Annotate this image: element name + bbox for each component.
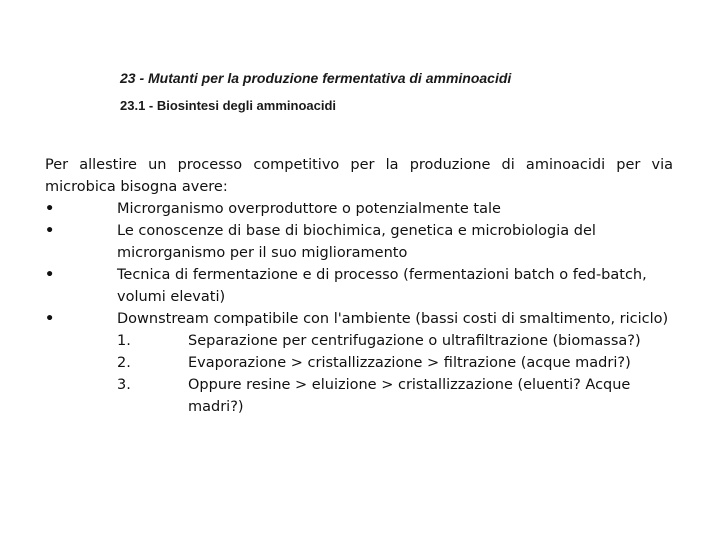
bullet-item: [45, 220, 673, 264]
bullet-item: [45, 308, 673, 330]
bullet-text: Tecnica di fermentazione e di processo (fermentazioni batch o fed-batch, volumi elevati): [117, 267, 647, 305]
bullet-marker: •: [45, 223, 55, 239]
bullet-marker: •: [45, 311, 55, 327]
numbered-step: [45, 374, 673, 418]
intro-paragraph: Per allestire un processo competitivo per la produzione di aminoacidi per via microbica bisogna avere:: [45, 157, 673, 195]
step-text: Oppure resine > eluizione > cristallizzazione (eluenti? Acque madri?): [188, 377, 631, 415]
numbered-step: [45, 330, 673, 352]
bullet-text: Le conoscenze di base di biochimica, genetica e microbiologia del microrganismo per il suo miglioramento: [117, 223, 596, 261]
bullet-item: [45, 198, 673, 220]
bullet-text: Microrganismo overproduttore o potenzialmente tale: [117, 201, 501, 217]
bullet-marker: •: [45, 201, 55, 217]
bullet-text: Downstream compatibile con l'ambiente (bassi costi di smaltimento, riciclo): [117, 311, 669, 327]
step-number: 2.: [117, 355, 131, 371]
slide-title: 23 - Mutanti per la produzione fermentativa di amminoacidi: [120, 70, 512, 86]
step-text: Separazione per centrifugazione o ultrafiltrazione (biomassa?): [188, 333, 641, 349]
bullet-item: [45, 264, 673, 308]
slide-body: [45, 154, 673, 418]
step-text: Evaporazione > cristallizzazione > filtrazione (acque madri?): [188, 355, 631, 371]
step-number: 1.: [117, 333, 131, 349]
step-number: 3.: [117, 377, 131, 393]
bullet-marker: •: [45, 267, 55, 283]
slide-subtitle: 23.1 - Biosintesi degli amminoacidi: [120, 98, 337, 113]
numbered-step: [45, 352, 673, 374]
